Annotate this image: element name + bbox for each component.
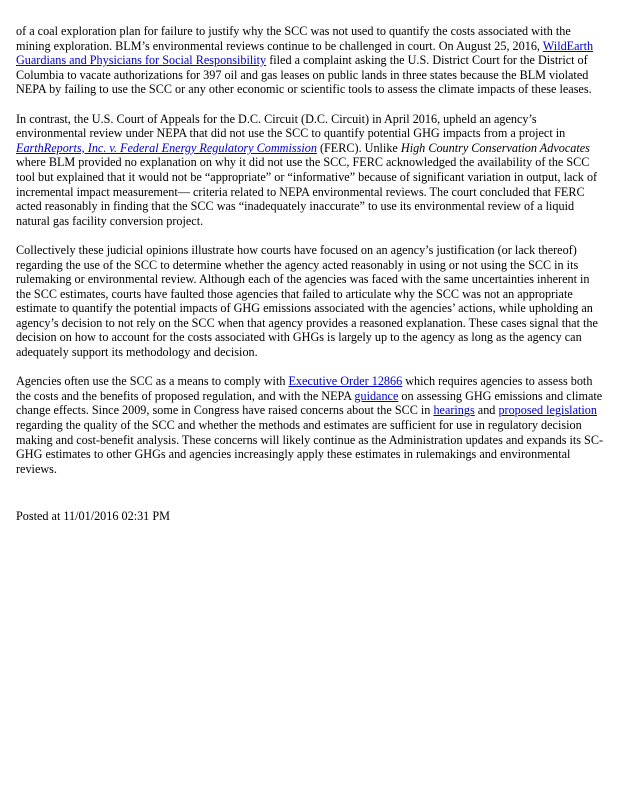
link-hearings[interactable]: hearings — [433, 403, 475, 418]
paragraph-text: filed a complaint asking the U.S. District Court for the District of Columbia to vacate authorizations for 397 oil and gas leases on public lands in three states because the BLM violated NEPA by failing to use the SCC or any other economic or scientific tools to assess the climate impacts of these leases. — [16, 53, 592, 97]
paragraph-text: In contrast, the U.S. Court of Appeals for the D.C. Circuit (D.C. Circuit) in April 2016, upheld an agency’s environmental review under NEPA that did not use the SCC to quantify potential GHG impacts from a project in — [16, 111, 566, 141]
case-name-italic: High Country Conservation Advocates — [400, 140, 590, 155]
document-page — [16, 24, 606, 539]
paragraph-text: regarding the quality of the SCC and whether the methods and estimates are sufficient for use in regulatory decision making and cost-benefit analysis. These concerns will likely continue as the Administration updates and expands its SC-GHG estimates to other GHGs and agencies increasingly apply these estimates in rulemakings and environmental reviews. — [16, 418, 604, 476]
paragraph-text: Collectively these judicial opinions illustrate how courts have focused on an agency’s justification (or lack thereof) regarding the use of the SCC to determine whether the agency acted reasonably in using or not using the SCC in its rulemaking or environmental review. Although each of the agencies was faced with the same uncertainties inherent in the SCC estimates, courts have faulted those agencies that failed to articulate why the SCC was not an appropriate estimate to quantify the potential impacts of GHG emissions associated with the agencies’ actions, while upholding an agency’s decision to not rely on the SCC when that agency provides a reasoned explanation. These cases signal that the decision on how to account for the costs associated with GHGs is largely up to the agency as long as the agency can adequately support its methodology and decision. — [16, 242, 598, 360]
paragraph-coal-exploration — [16, 24, 606, 97]
paragraph-text: and — [474, 403, 499, 418]
paragraph-text: of a coal exploration plan for failure to justify why the SCC was not used to quantify the costs associated with the mining exploration. BLM’s environmental reviews continue to be challenged in court. On August 25, 2016, — [16, 24, 571, 53]
paragraph-text: Agencies often use the SCC as a means to comply with — [16, 374, 289, 389]
paragraph-judicial-opinions — [16, 243, 606, 360]
paragraph-agencies-scc — [16, 374, 606, 476]
paragraph-text: which requires agencies to assess both the costs and the benefits of proposed regulation, and with the NEPA — [16, 374, 593, 403]
link-nepa-guidance[interactable]: guidance — [354, 388, 399, 403]
paragraph-text: where BLM provided no explanation on why it did not use the SCC, FERC acknowledged the availability of the SCC tool but explained that it would not be “appropriate” or “informative” because of significant variation in output, lack of incremental impact measurement— criteria related to NEPA environmental reviews. The court concluded that FERC acted reasonably in finding that the SCC was “inadequately inaccurate” to use its environmental review of a liquid natural gas facility conversion project. — [16, 155, 598, 228]
link-earthreports-case[interactable]: EarthReports, Inc. v. Federal Energy Regulatory Commission — [16, 140, 317, 155]
paragraph-dc-circuit — [16, 112, 606, 229]
paragraph-text: (FERC). Unlike — [316, 140, 401, 155]
link-proposed-legislation[interactable]: proposed legislation — [498, 403, 597, 418]
link-wildearth-guardians[interactable]: WildEarth Guardians and Physicians for Social Responsibility — [16, 38, 594, 68]
paragraph-text: on assessing GHG emissions and climate change effects. Since 2009, some in Congress have raised concerns about the SCC in — [16, 388, 603, 418]
posted-timestamp: Posted at 11/01/2016 02:31 PM — [16, 509, 170, 524]
link-executive-order[interactable]: Executive Order 12866 — [288, 374, 403, 389]
